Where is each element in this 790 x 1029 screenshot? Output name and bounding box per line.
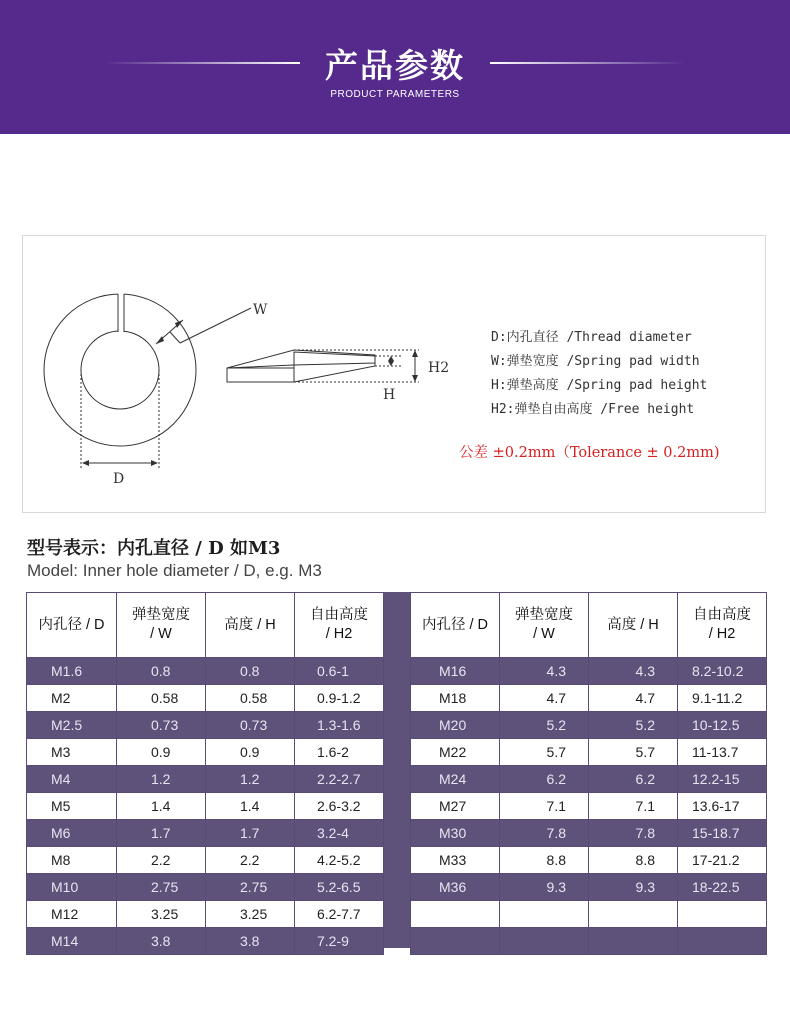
cell-d: M3 [27,739,117,766]
cell-h: 4.7 [589,685,678,712]
header-w: 弹垫宽度 / W [117,593,206,658]
cell-h2: 1.3-1.6 [295,712,384,739]
page-title: 产品参数 [325,46,465,85]
table-row [27,685,384,712]
h-label: H [383,387,396,403]
cell-h: 7.8 [589,820,678,847]
table-header-row [411,593,767,658]
table-row [411,658,767,685]
cell-h2 [678,901,767,928]
cell-w: 4.3 [500,658,589,685]
cell-h: 7.1 [589,793,678,820]
cell-h: 2.75 [206,874,295,901]
cell-d: M6 [27,820,117,847]
cell-w: 0.8 [117,658,206,685]
header-h: 高度 / H [589,593,678,658]
cell-h2: 17-21.2 [678,847,767,874]
model-description-en: Model: Inner hole diameter / D, e.g. M3 [27,561,322,580]
cell-h: 6.2 [589,766,678,793]
table-row [411,928,767,955]
washer-diagram-panel [22,235,766,513]
cell-h2: 11-13.7 [678,739,767,766]
cell-h: 3.25 [206,901,295,928]
table-row [27,793,384,820]
cell-h2: 1.6-2 [295,739,384,766]
tolerance-note: 公差 ±0.2mm（Tolerance ± 0.2mm) [459,445,720,461]
cell-d: M16 [411,658,500,685]
cell-w: 7.8 [500,820,589,847]
cell-w [500,928,589,955]
cell-h2: 12.2-15 [678,766,767,793]
table-header-row [27,593,384,658]
w-label: W [253,302,268,318]
header-divider-right [490,62,685,64]
cell-h2: 4.2-5.2 [295,847,384,874]
table-row [411,820,767,847]
cell-d: M12 [27,901,117,928]
table-row [411,847,767,874]
d-label: D [113,471,125,487]
cell-h2: 15-18.7 [678,820,767,847]
model-description-cn: 型号表示：内孔直径 / D 如M3 [27,538,281,559]
legend-item-d: D:内孔直径 /Thread diameter [491,330,692,345]
cell-w [500,901,589,928]
table-row [411,685,767,712]
legend-item-h: H:弹垫高度 /Spring pad height [491,378,708,393]
legend-item-w: W:弹垫宽度 /Spring pad width [491,354,700,369]
cell-h2: 0.6-1 [295,658,384,685]
cell-w: 0.73 [117,712,206,739]
washer-inner-hole [81,331,159,409]
cell-d: M27 [411,793,500,820]
cell-d: M8 [27,847,117,874]
cell-d: M1.6 [27,658,117,685]
cell-w: 0.9 [117,739,206,766]
cell-w: 8.8 [500,847,589,874]
cell-h [589,901,678,928]
cell-w: 2.2 [117,847,206,874]
cell-h2: 18-22.5 [678,874,767,901]
cell-w: 0.58 [117,685,206,712]
page-subtitle: PRODUCT PARAMETERS [330,89,460,100]
cell-h2: 6.2-7.7 [295,901,384,928]
spec-table-right [410,592,767,955]
table-row [411,901,767,928]
table-row [27,874,384,901]
spec-table-left [26,592,384,955]
dimension-legend [491,326,707,422]
cell-h: 0.73 [206,712,295,739]
cell-h: 2.2 [206,847,295,874]
header-h: 高度 / H [206,593,295,658]
legend-item-h2: H2:弹垫自由高度 /Free height [491,402,695,417]
cell-h: 0.9 [206,739,295,766]
cell-d: M2.5 [27,712,117,739]
cell-h: 9.3 [589,874,678,901]
cell-d: M4 [27,766,117,793]
h2-label: H2 [428,360,450,376]
table-row [27,928,384,955]
cell-d: M20 [411,712,500,739]
washer-side-left [227,368,294,382]
cell-d: M14 [27,928,117,955]
cell-h2: 3.2-4 [295,820,384,847]
cell-w: 7.1 [500,793,589,820]
cell-h2: 2.2-2.7 [295,766,384,793]
cell-w: 5.2 [500,712,589,739]
cell-h: 1.7 [206,820,295,847]
header-h2: 自由高度 / H2 [295,593,384,658]
cell-d: M24 [411,766,500,793]
cell-h: 5.2 [589,712,678,739]
cell-h2: 8.2-10.2 [678,658,767,685]
table-row [27,847,384,874]
cell-d: M5 [27,793,117,820]
cell-w: 6.2 [500,766,589,793]
table-row [27,658,384,685]
cell-h2: 13.6-17 [678,793,767,820]
cell-h: 0.58 [206,685,295,712]
cell-d: M22 [411,739,500,766]
cell-h: 3.8 [206,928,295,955]
washer-side-right [294,352,375,382]
table-row [27,766,384,793]
cell-d: M10 [27,874,117,901]
table-row [27,901,384,928]
header-h2: 自由高度 / H2 [678,593,767,658]
table-row [27,739,384,766]
cell-w: 4.7 [500,685,589,712]
cell-h2: 7.2-9 [295,928,384,955]
table-row [411,712,767,739]
header-d: 内孔径 / D [27,593,117,658]
cell-h2: 5.2-6.5 [295,874,384,901]
cell-h2: 9.1-11.2 [678,685,767,712]
cell-h2 [678,928,767,955]
cell-w: 2.75 [117,874,206,901]
table-row [411,874,767,901]
cell-d: M36 [411,874,500,901]
cell-w: 1.4 [117,793,206,820]
cell-h: 1.2 [206,766,295,793]
cell-h: 8.8 [589,847,678,874]
table-row [27,820,384,847]
cell-h: 4.3 [589,658,678,685]
table-divider [383,592,410,948]
cell-w: 5.7 [500,739,589,766]
table-row [27,712,384,739]
cell-h2: 2.6-3.2 [295,793,384,820]
header-w: 弹垫宽度 / W [500,593,589,658]
cell-h: 5.7 [589,739,678,766]
table-row [411,766,767,793]
cell-w: 3.8 [117,928,206,955]
cell-w: 1.2 [117,766,206,793]
cell-d: M33 [411,847,500,874]
table-row [411,793,767,820]
cell-d [411,901,500,928]
cell-d [411,928,500,955]
header-banner [0,0,790,134]
cell-d: M2 [27,685,117,712]
cell-d: M18 [411,685,500,712]
cell-d: M30 [411,820,500,847]
cell-w: 9.3 [500,874,589,901]
cell-h: 0.8 [206,658,295,685]
cell-h2: 10-12.5 [678,712,767,739]
header-d: 内孔径 / D [411,593,500,658]
table-row [411,739,767,766]
cell-w: 3.25 [117,901,206,928]
cell-h [589,928,678,955]
cell-h: 1.4 [206,793,295,820]
cell-h2: 0.9-1.2 [295,685,384,712]
cell-w: 1.7 [117,820,206,847]
